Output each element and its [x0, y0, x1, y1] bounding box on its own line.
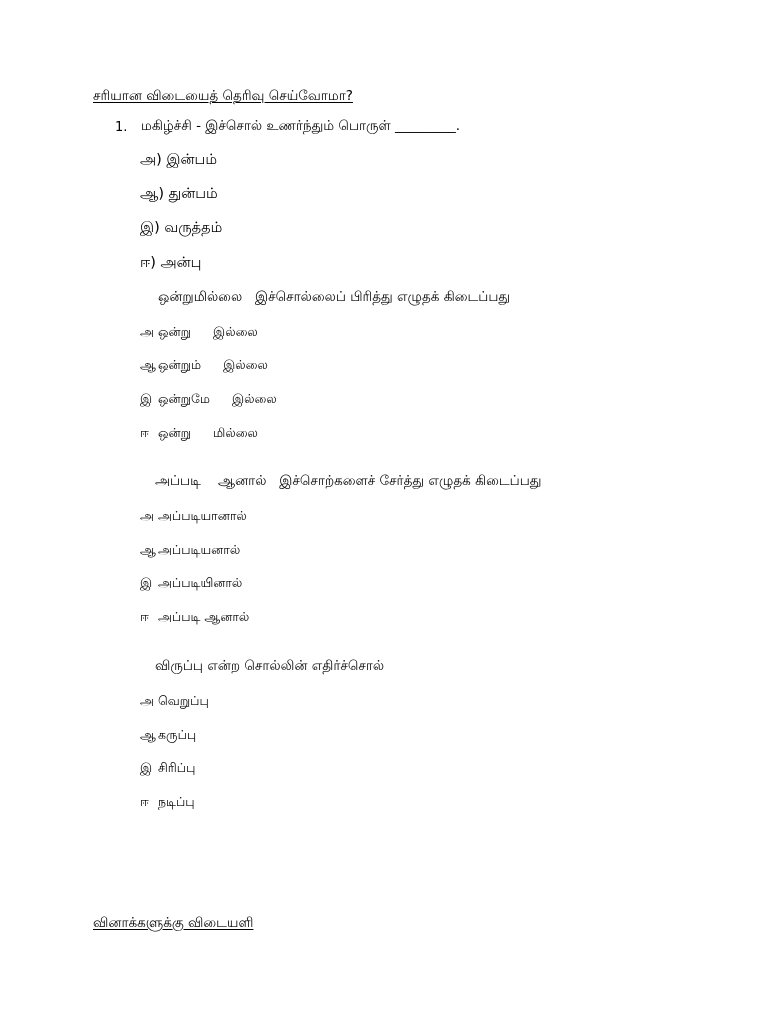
option-part-a: ஒன்றுமே	[158, 391, 210, 406]
question-3-option-b	[140, 544, 240, 557]
question-3-option-a	[140, 510, 247, 523]
option-part-b: இல்லை	[213, 324, 258, 339]
question-4-option-c	[140, 762, 195, 775]
option-text: அப்படியானால்	[158, 508, 247, 523]
question-1-text: மகிழ்ச்சி - இச்சொல் உணர்ந்தும் பொருள் _________.	[141, 118, 461, 134]
question-2-option-c	[140, 393, 277, 406]
question-3-option-d	[140, 611, 249, 624]
option-mark: அ	[140, 508, 154, 523]
question-4-text: விருப்பு என்ற சொல்லின் எதிர்ச்சொல்	[155, 658, 385, 674]
option-mark: இ	[140, 391, 153, 406]
question-2-text: ஒன்றுமில்லை இச்சொல்லைப் பிரித்து எழுதக் கிடைப்பது	[158, 289, 511, 305]
question-1-option-c: இ) வருத்தம்	[140, 220, 223, 236]
question-4-option-b	[140, 729, 196, 742]
option-mark: ஆ	[140, 727, 156, 742]
option-mark: அ	[140, 324, 154, 339]
option-mark: இ	[140, 575, 153, 590]
option-mark: ஆ	[140, 357, 156, 372]
option-part-a: ஒன்று	[158, 425, 192, 440]
option-part-b: இல்லை	[231, 391, 277, 406]
question-4-option-d	[140, 796, 195, 809]
option-text: கருப்பு	[158, 727, 197, 742]
question-2-option-b	[140, 359, 268, 372]
option-mark: ஈ	[140, 794, 149, 809]
option-part-a: ஒன்றும்	[158, 357, 202, 372]
option-part-b: மில்லை	[213, 425, 258, 440]
option-text: நடிப்பு	[158, 794, 195, 809]
option-text: அப்படியனால்	[158, 542, 241, 557]
question-4-option-a	[140, 695, 209, 708]
section-heading-choose-answer: சரியான விடையைத் தெரிவு செய்வோமா?	[93, 88, 353, 104]
option-text: அப்படி ஆனால்	[158, 609, 250, 624]
option-text: அப்படியினால்	[158, 575, 243, 590]
option-mark: ஆ	[140, 542, 156, 557]
option-mark: அ	[140, 693, 154, 708]
option-text: சிரிப்பு	[158, 760, 196, 775]
question-3-option-c	[140, 577, 242, 590]
question-1-option-b: ஆ) துன்பம்	[140, 186, 218, 202]
question-1-option-d: ஈ) அன்பு	[140, 255, 202, 271]
section-heading-answer-questions: வினாக்களுக்கு விடையளி	[93, 915, 254, 931]
option-text: வெறுப்பு	[158, 693, 209, 708]
question-3-text: அப்படி ஆனால் இச்சொற்களைச் சேர்த்து எழுதக் கிடைப்பது	[155, 473, 542, 489]
option-part-a: ஒன்று	[158, 324, 192, 339]
option-mark: இ	[140, 760, 153, 775]
option-mark: ஈ	[140, 609, 149, 624]
question-2-option-d	[140, 427, 258, 440]
question-1-number: 1.	[115, 120, 128, 135]
question-1-option-a: அ) இன்பம்	[140, 152, 218, 168]
option-part-b: இல்லை	[223, 357, 268, 372]
option-mark: ஈ	[140, 425, 149, 440]
question-2-option-a	[140, 326, 258, 339]
